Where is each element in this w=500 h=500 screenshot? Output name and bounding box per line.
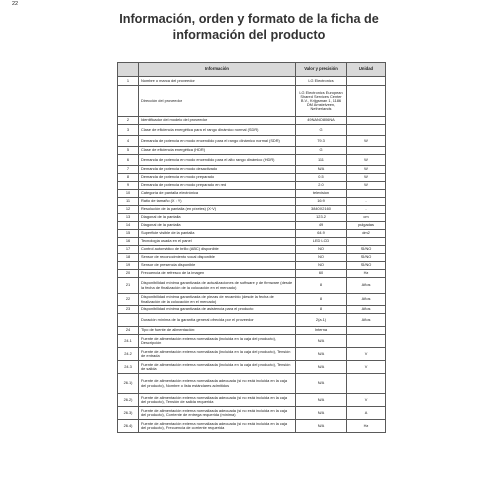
row-number: 3: [118, 125, 139, 136]
row-unit: -: [347, 198, 386, 206]
row-value: NO: [296, 246, 347, 254]
row-number: 23: [118, 306, 139, 314]
row-label: Tecnología usada en el panel: [139, 238, 296, 246]
row-value: N/A: [296, 348, 347, 361]
table-row: [118, 262, 386, 270]
row-number: 1: [118, 77, 139, 86]
row-number: 26.4): [118, 420, 139, 433]
row-unit: V: [347, 361, 386, 374]
row-value: 8: [296, 278, 347, 294]
table-row: [118, 155, 386, 166]
table-row: [118, 420, 386, 433]
table-row: [118, 335, 386, 348]
table-row: [118, 166, 386, 174]
row-unit: pulgadas: [347, 222, 386, 230]
table-body: [118, 77, 386, 433]
row-value: NO: [296, 254, 347, 262]
row-number: 5: [118, 147, 139, 155]
row-number: 26.2): [118, 394, 139, 407]
row-value: 16:9: [296, 198, 347, 206]
row-number: 19: [118, 262, 139, 270]
table-row: [118, 294, 386, 306]
row-number: 26.3): [118, 407, 139, 420]
row-unit: A: [347, 407, 386, 420]
row-value: N/A: [296, 394, 347, 407]
row-label: Sensor de presencia disponible: [139, 262, 296, 270]
row-unit: [347, 77, 386, 86]
row-unit: W: [347, 166, 386, 174]
row-number: 13: [118, 214, 139, 222]
row-unit: W: [347, 174, 386, 182]
table-row: [118, 77, 386, 86]
row-value: 2.0: [296, 182, 347, 190]
row-value: N/A: [296, 335, 347, 348]
row-label: Clase de eficiencia energética para el rango dinámico normal (SDR): [139, 125, 296, 136]
row-unit: SÍ/NO: [347, 246, 386, 254]
row-unit: W: [347, 182, 386, 190]
table-row: [118, 394, 386, 407]
row-value: G: [296, 125, 347, 136]
table-row: [118, 278, 386, 294]
row-value: 0.5: [296, 174, 347, 182]
table-header-row: [118, 63, 386, 77]
row-unit: [347, 190, 386, 198]
row-number: 7: [118, 166, 139, 174]
row-label: Fuente de alimentación externa normalizada (incluida en la caja del producto), Tensión de salida: [139, 361, 296, 374]
row-label: Fuente de alimentación externa normalizada adecuada (si no está incluida en la caja del producto), Nombre o lista estándares admitidos: [139, 374, 296, 394]
row-number: 22: [118, 294, 139, 306]
row-label: Ratio de tamaño (X : Y): [139, 198, 296, 206]
row-number: 17: [118, 246, 139, 254]
row-unit: -: [347, 206, 386, 214]
row-label: Demanda de potencia en modo encendido para el alto rango dinámico (HDR): [139, 155, 296, 166]
table-row: [118, 374, 386, 394]
row-value: N/A: [296, 374, 347, 394]
table-row: [118, 222, 386, 230]
row-label: Frecuencia de refresco de la imagen: [139, 270, 296, 278]
row-value: N/A: [296, 420, 347, 433]
table-row: [118, 86, 386, 117]
row-value: 123.2: [296, 214, 347, 222]
row-number: 21: [118, 278, 139, 294]
row-label: Identificador del modelo del proveedor: [139, 117, 296, 125]
row-unit: Hz: [347, 420, 386, 433]
table-row: [118, 254, 386, 262]
row-unit: W: [347, 136, 386, 147]
row-value: G: [296, 147, 347, 155]
table-row: [118, 407, 386, 420]
row-label: Control automático de brillo (ABC) disponible: [139, 246, 296, 254]
row-number: [118, 86, 139, 117]
table-row: [118, 117, 386, 125]
table-row: [118, 125, 386, 136]
row-number: 24: [118, 327, 139, 335]
row-unit: Años: [347, 314, 386, 327]
row-label: Demanda de potencia en modo preparado: [139, 174, 296, 182]
row-value: 2(a.1): [296, 314, 347, 327]
row-label: Fuente de alimentación externa normalizada adecuada (si no está incluida en la caja del producto), Corriente de entrega requerida (mínima): [139, 407, 296, 420]
row-label: Resolución de la pantalla (en píxeles) (X·V): [139, 206, 296, 214]
table-row: [118, 182, 386, 190]
table-row: [118, 198, 386, 206]
product-info-table: [117, 62, 386, 433]
row-unit: [347, 374, 386, 394]
row-number: 9: [118, 182, 139, 190]
row-number: 10: [118, 190, 139, 198]
row-label: Tipo de fuente de alimentación:: [139, 327, 296, 335]
row-number: 2: [118, 117, 139, 125]
row-value: 111: [296, 155, 347, 166]
row-value: 79.3: [296, 136, 347, 147]
header-number: [118, 63, 139, 77]
row-value: N/A: [296, 361, 347, 374]
table-row: [118, 361, 386, 374]
row-number: 24.3: [118, 361, 139, 374]
row-label: Sensor de reconocimiento vocal disponible: [139, 254, 296, 262]
page-title: Información, orden y formato de la ficha de información del producto: [119, 11, 379, 42]
table-row: [118, 214, 386, 222]
row-label: Diagonal de la pantalla: [139, 214, 296, 222]
row-number: 8: [118, 174, 139, 182]
row-value: television: [296, 190, 347, 198]
row-label: Demanda de potencia en modo preparado en red: [139, 182, 296, 190]
row-unit: V: [347, 394, 386, 407]
row-label: Dirección del proveedor: [139, 86, 296, 117]
row-value: LED LCD: [296, 238, 347, 246]
table-row: [118, 306, 386, 314]
row-value: 49: [296, 222, 347, 230]
row-number: 6: [118, 155, 139, 166]
row-number: 20: [118, 270, 139, 278]
row-number: 24.2: [118, 348, 139, 361]
row-number: [118, 314, 139, 327]
row-label: Duración mínima de la garantía general ofrecida por el proveedor: [139, 314, 296, 327]
row-value: LG Electronics European Shared Services Center B.V., Krijgsman 1, 1186 DM Amstelveen, Netherlands: [296, 86, 347, 117]
row-label: Disponibilidad mínima garantizada de asistencia para el producto: [139, 306, 296, 314]
table-row: [118, 327, 386, 335]
row-value: N/A: [296, 407, 347, 420]
row-number: 26.1): [118, 374, 139, 394]
row-label: Nombre o marca del proveedor: [139, 77, 296, 86]
table-row: [118, 190, 386, 198]
row-value: NO: [296, 262, 347, 270]
row-value: 8: [296, 294, 347, 306]
row-label: Demanda de potencia en modo desactivado: [139, 166, 296, 174]
row-label: Fuente de alimentación externa normalizada adecuada (si no está incluida en la caja del producto), Frecuencia de corriente requerida: [139, 420, 296, 433]
row-number: 24.1: [118, 335, 139, 348]
table-row: [118, 136, 386, 147]
row-label: Clase de eficiencia energética (HDR): [139, 147, 296, 155]
row-value: Interna: [296, 327, 347, 335]
table-row: [118, 238, 386, 246]
row-unit: [347, 117, 386, 125]
table-row: [118, 348, 386, 361]
header-unit: Unidad: [347, 63, 386, 77]
row-label: Diagonal de la pantalla: [139, 222, 296, 230]
row-number: 12: [118, 206, 139, 214]
row-label: Superficie visible de la pantalla: [139, 230, 296, 238]
table-row: [118, 230, 386, 238]
row-number: 15: [118, 230, 139, 238]
row-value: LG Electronics: [296, 77, 347, 86]
row-number: 14: [118, 222, 139, 230]
row-unit: dm2: [347, 230, 386, 238]
row-unit: [347, 125, 386, 136]
row-label: Demanda de potencia en modo encendido para el rango dinámico normal (SDR): [139, 136, 296, 147]
row-label: Disponibilidad mínima garantizada de piezas de recambio (desde la fecha de finalización de la colocación en el mercado): [139, 294, 296, 306]
row-unit: Años: [347, 306, 386, 314]
row-unit: [347, 86, 386, 117]
header-value: Valor y precisión: [296, 63, 347, 77]
row-label: Categoría de pantalla electrónica: [139, 190, 296, 198]
row-unit: V: [347, 348, 386, 361]
row-label: Disponibilidad mínima garantizada de actualizaciones de software y de firmware (desde la fecha de finalización de la colocación en el mercado): [139, 278, 296, 294]
row-unit: SÍ/NO: [347, 262, 386, 270]
row-unit: Años: [347, 294, 386, 306]
row-value: 49NANO806NA: [296, 117, 347, 125]
row-unit: [347, 327, 386, 335]
row-unit: [347, 335, 386, 348]
row-label: Fuente de alimentación externa normalizada (incluida en la caja del producto), Tensión de entrada: [139, 348, 296, 361]
row-unit: cm: [347, 214, 386, 222]
row-number: 11: [118, 198, 139, 206]
row-value: 60: [296, 270, 347, 278]
table-row: [118, 147, 386, 155]
page-number: 22: [12, 1, 19, 7]
table-row: [118, 314, 386, 327]
row-unit: [347, 147, 386, 155]
row-unit: [347, 238, 386, 246]
row-unit: SÍ/NO: [347, 254, 386, 262]
row-value: 8: [296, 306, 347, 314]
header-info: Información: [139, 63, 296, 77]
row-unit: Hz: [347, 270, 386, 278]
row-number: 16: [118, 238, 139, 246]
table-row: [118, 174, 386, 182]
row-label: Fuente de alimentación externa normalizada (incluida en la caja del producto), Descripción: [139, 335, 296, 348]
row-value: 64.9: [296, 230, 347, 238]
row-value: 3840X2160: [296, 206, 347, 214]
table-row: [118, 206, 386, 214]
row-number: 18: [118, 254, 139, 262]
row-unit: Años: [347, 278, 386, 294]
row-value: N/A: [296, 166, 347, 174]
row-unit: W: [347, 155, 386, 166]
row-number: 4: [118, 136, 139, 147]
table-row: [118, 270, 386, 278]
row-label: Fuente de alimentación externa normalizada adecuada (si no está incluida en la caja del producto), Tensión de salida requerida: [139, 394, 296, 407]
table-row: [118, 246, 386, 254]
